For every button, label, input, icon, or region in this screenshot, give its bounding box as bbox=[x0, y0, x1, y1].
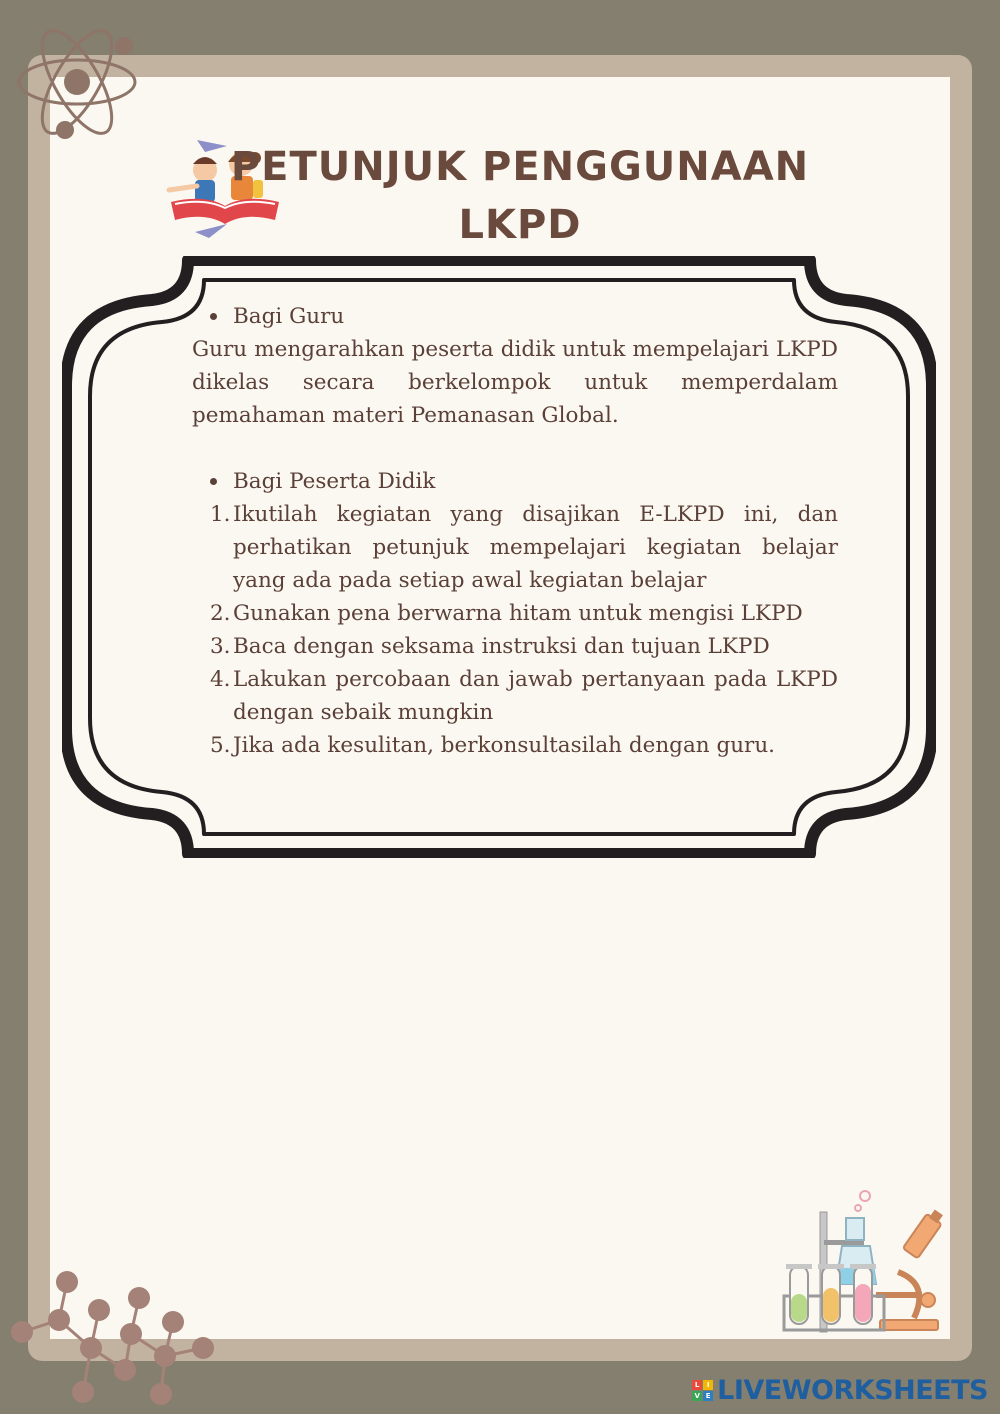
step-number: 4. bbox=[210, 667, 231, 692]
list-item bbox=[192, 663, 838, 729]
page-title bbox=[210, 138, 830, 254]
liveworksheets-watermark bbox=[692, 1372, 988, 1408]
list-item bbox=[192, 630, 838, 663]
step-number: 5. bbox=[210, 733, 231, 758]
step-number: 2. bbox=[210, 601, 231, 626]
step-text: Gunakan pena berwarna hitam untuk mengisi LKPD bbox=[233, 601, 803, 626]
student-steps-list bbox=[192, 498, 838, 762]
list-item bbox=[192, 729, 838, 762]
section-heading-guru: Bagi Guru bbox=[192, 300, 838, 333]
molecule-icon bbox=[5, 1270, 220, 1410]
section-heading-peserta: Bagi Peserta Didik bbox=[192, 465, 838, 498]
lab-equipment-illustration bbox=[780, 1188, 945, 1336]
instructions-content bbox=[192, 300, 838, 762]
step-number: 3. bbox=[210, 634, 231, 659]
step-text: Jika ada kesulitan, berkonsultasilah dengan guru. bbox=[233, 733, 776, 758]
atom-icon bbox=[10, 20, 145, 145]
step-text: Ikutilah kegiatan yang disajikan E-LKPD ini, dan perhatikan petunjuk mempelajari kegiatan belajar yang ada pada setiap awal kegiatan belajar bbox=[233, 502, 838, 593]
list-item bbox=[192, 498, 838, 597]
step-text: Baca dengan seksama instruksi dan tujuan LKPD bbox=[233, 634, 770, 659]
liveworksheets-logo-icon: L I V E bbox=[692, 1380, 713, 1401]
title-line-1: PETUNJUK PENGGUNAAN bbox=[230, 144, 810, 190]
title-line-2: LKPD bbox=[458, 202, 582, 248]
watermark-text: LIVEWORKSHEETS bbox=[717, 1374, 988, 1406]
step-number: 1. bbox=[210, 502, 231, 527]
step-text: Lakukan percobaan dan jawab pertanyaan pada LKPD dengan sebaik mungkin bbox=[233, 667, 838, 725]
list-item bbox=[192, 597, 838, 630]
guru-instructions: Guru mengarahkan peserta didik untuk mempelajari LKPD dikelas secara berkelompok untuk memperdalam pemahaman materi Pemanasan Global. bbox=[192, 337, 838, 428]
